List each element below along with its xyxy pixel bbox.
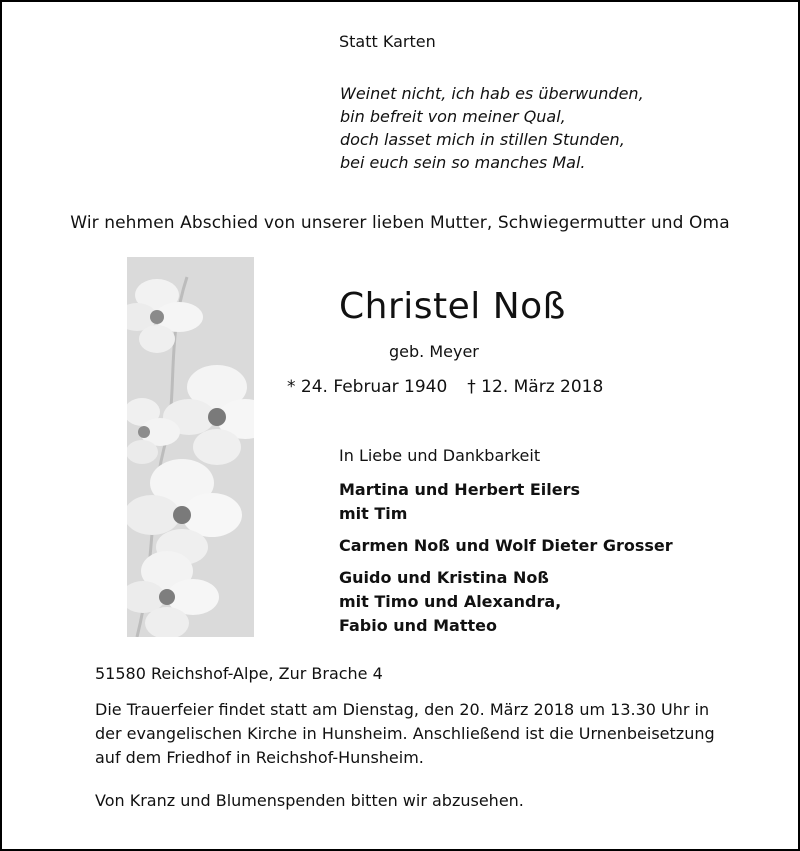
orchid-illustration [127, 257, 254, 637]
mourner-line: Fabio und Matteo [339, 616, 497, 635]
mourner-group [339, 478, 673, 526]
mourner-line: Carmen Noß und Wolf Dieter Grosser [339, 536, 673, 555]
life-dates [287, 377, 603, 397]
mourner-group [339, 534, 673, 558]
service-line: auf dem Friedhof in Reichshof-Hunsheim. [95, 748, 424, 767]
closing-note: Von Kranz und Blumenspenden bitten wir abzusehen. [95, 791, 524, 810]
maiden-name: geb. Meyer [389, 342, 479, 361]
mourners-intro: In Liebe und Dankbarkeit [339, 446, 541, 465]
poem-line: doch lasset mich in stillen Stunden, [340, 130, 625, 149]
mourner-group [339, 566, 673, 638]
header-statt-karten: Statt Karten [339, 32, 436, 51]
mourner-line: Martina und Herbert Eilers [339, 480, 581, 499]
farewell-line: Wir nehmen Abschied von unserer lieben Mutter, Schwiegermutter und Oma [70, 213, 730, 233]
poem-line: bei euch sein so manches Mal. [340, 153, 586, 172]
mourner-line: Guido und Kristina Noß [339, 568, 549, 587]
address: 51580 Reichshof-Alpe, Zur Brache 4 [95, 664, 383, 683]
orchid-image [127, 257, 254, 637]
poem [340, 82, 644, 174]
service-info [95, 698, 715, 770]
birth-date: * 24. Februar 1940 [287, 377, 448, 397]
poem-line: bin befreit von meiner Qual, [340, 107, 566, 126]
death-date: † 12. März 2018 [467, 377, 604, 397]
service-line: Die Trauerfeier findet statt am Dienstag, den 20. März 2018 um 13.30 Uhr in [95, 700, 710, 719]
mourners-list [339, 478, 673, 646]
deceased-name: Christel Noß [339, 286, 566, 327]
poem-line: Weinet nicht, ich hab es überwunden, [340, 84, 644, 103]
mourner-line: mit Tim [339, 504, 408, 523]
mourner-line: mit Timo und Alexandra, [339, 592, 562, 611]
service-line: der evangelischen Kirche in Hunsheim. Anschließend ist die Urnenbeisetzung [95, 724, 715, 743]
